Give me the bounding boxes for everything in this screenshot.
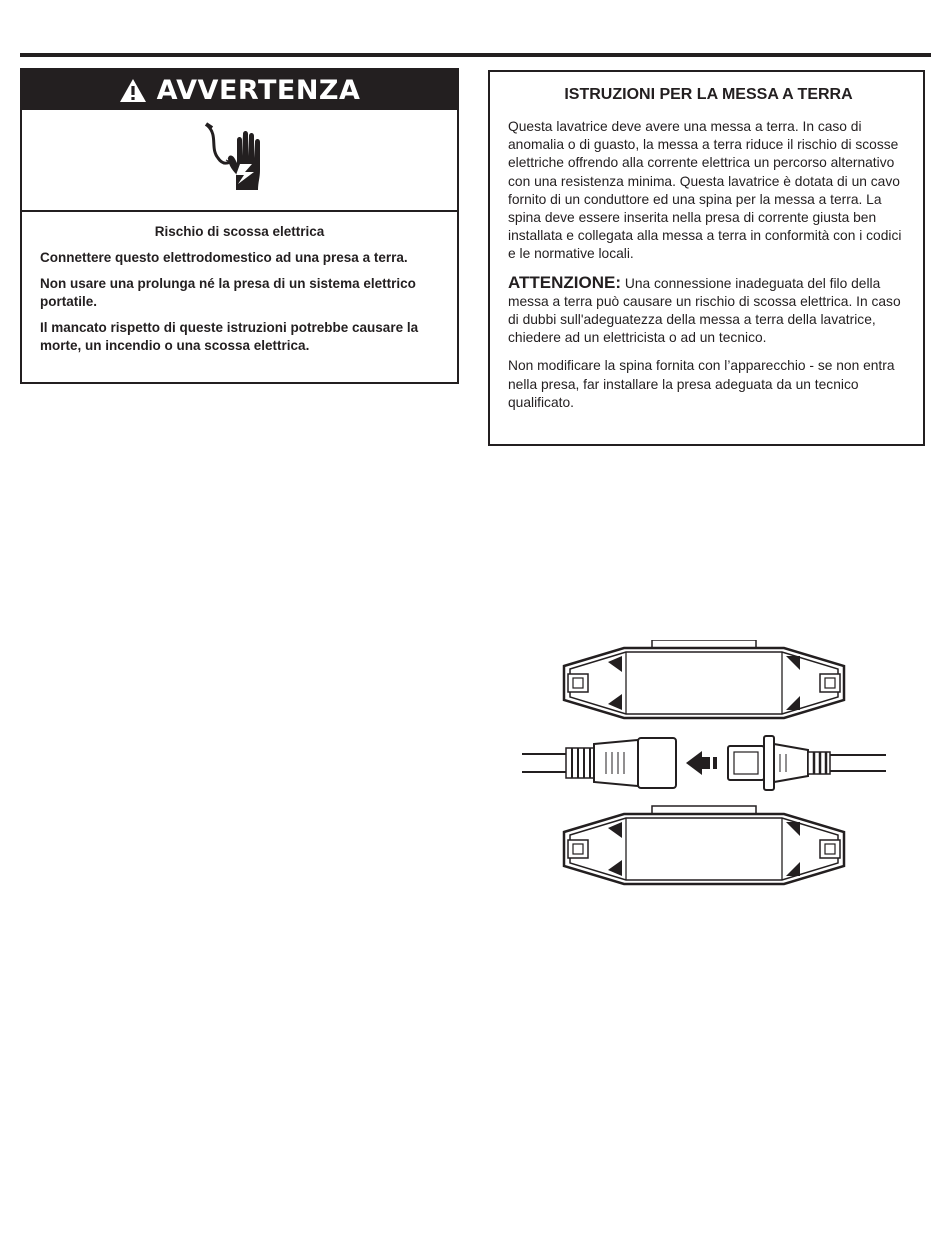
attention-label: ATTENZIONE: [508, 272, 622, 292]
cover-top-piece [564, 640, 844, 718]
warning-box [20, 68, 459, 384]
plug-and-connector [522, 736, 886, 790]
top-rule [20, 53, 931, 57]
grounding-instructions-box [488, 70, 925, 446]
instructions-paragraph: Non modificare la spina fornita con l’apparecchio - se non entra nella presa, far installare la presa adeguata da un tecnico qualificato. [508, 358, 895, 410]
instructions-attention-paragraph [508, 274, 909, 348]
warning-subtitle: Rischio di scossa elettrica [154, 224, 325, 239]
attention-text: Una connessione inadeguata del filo della messa a terra può causare un rischio di scossa elettrica. In caso di dubbi sull'adeguatezza della messa a terra della lavatrice, chiedere ad un elettricista o ad un tecnico. [508, 275, 901, 346]
warning-header [22, 70, 457, 110]
warning-paragraph: Connettere questo elettrodomestico ad una presa a terra. [40, 250, 408, 265]
warning-title: AVVERTENZA [156, 74, 361, 106]
warning-icon-row [22, 110, 457, 212]
warning-triangle-icon [119, 78, 147, 103]
warning-paragraph: Non usare una prolunga né la presa di un sistema elettrico portatile. [40, 276, 416, 309]
cover-bottom-piece [564, 806, 844, 884]
warning-paragraph: Il mancato rispetto di queste istruzioni potrebbe causare la morte, un incendio o una scossa elettrica. [40, 320, 419, 353]
electric-shock-hand-icon [200, 118, 280, 203]
plug-cover-diagram [518, 640, 890, 890]
instructions-paragraph: Questa lavatrice deve avere una messa a terra. In caso di anomalia o di guasto, la messa a terra riduce il rischio di scosse elettriche offrendo alla corrente elettrica un percorso alternativo con una resistenza minima. Questa lavatrice è dotata di un cavo fornito di un conduttore ed una spina per la messa a terra. La spina deve essere inserita nella presa di corrente giusta ben installata e collegata alla messa a terra in conformità con i codici e le normative locali. [508, 119, 902, 262]
warning-body [22, 212, 457, 355]
instructions-title: ISTRUZIONI PER LA MESSA A TERRA [564, 86, 853, 103]
